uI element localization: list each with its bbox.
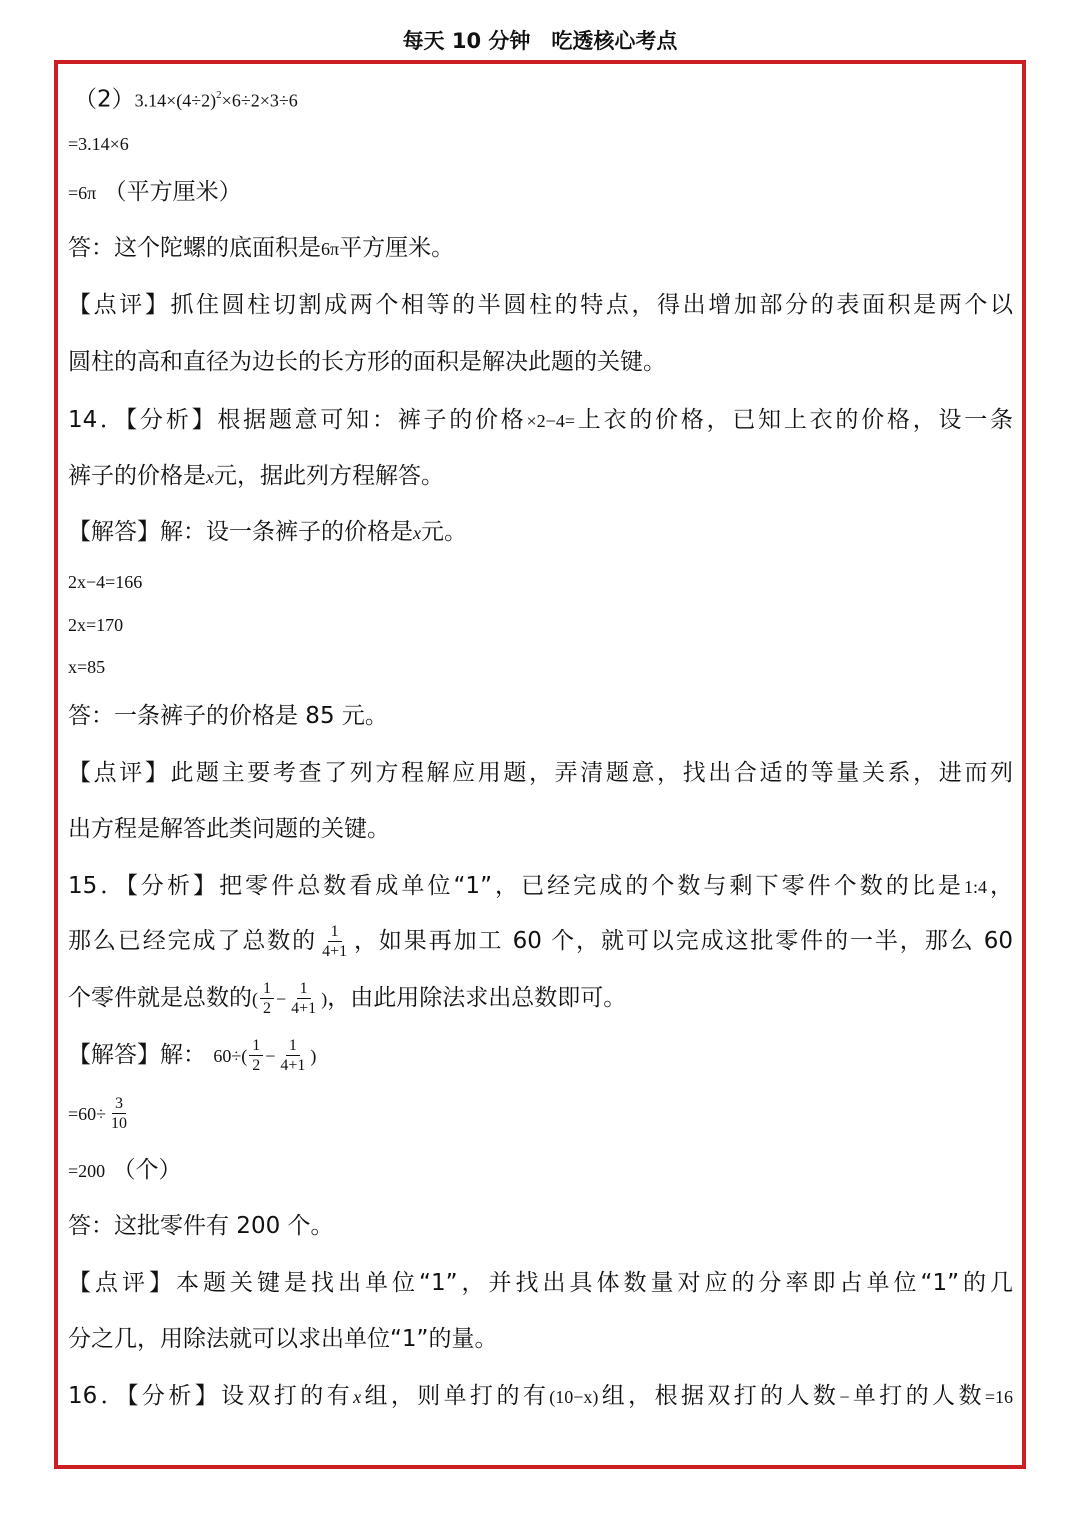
math-expr: ( — [252, 989, 258, 1009]
fraction — [249, 1036, 263, 1075]
text-line — [68, 1267, 1013, 1299]
text-line — [68, 1154, 181, 1187]
math-expr: 6π — [321, 239, 340, 259]
text-line — [68, 404, 1013, 437]
text-line — [68, 922, 1013, 961]
fraction — [319, 922, 350, 961]
fraction-numerator: 3 — [112, 1094, 126, 1114]
text-segment: 个零件就是总数的 — [68, 985, 252, 1011]
fraction-denominator: 2 — [252, 1057, 261, 1074]
math-expr: ×2−4= — [526, 411, 575, 431]
text-segment: 裤子的价格是 — [68, 463, 206, 489]
fraction-denominator: 4+1 — [280, 1057, 306, 1074]
text-line — [68, 650, 105, 683]
math-expr: 2x=170 — [68, 615, 124, 635]
text-segment: 14．【分析】根据题意可知：裤子的价格 — [68, 407, 527, 433]
math-expr: 2x−4=166 — [68, 572, 143, 592]
math-expr: 60÷( — [213, 1046, 248, 1066]
text-segment: 【解答】解： — [68, 1042, 206, 1068]
text-line — [68, 1323, 497, 1355]
math-expr: =200 — [68, 1161, 106, 1181]
fraction-denominator: 4+1 — [322, 943, 348, 960]
text-segment: 平方厘米。 — [339, 235, 455, 261]
fraction — [277, 1036, 308, 1075]
math-expr: =6π — [68, 183, 97, 203]
text-line — [68, 127, 129, 160]
fraction-numerator: 1 — [297, 979, 311, 999]
math-variable: x — [413, 523, 421, 543]
math-expr: 1:4 — [963, 877, 987, 897]
text-line — [68, 1210, 334, 1242]
math-expr: x=85 — [68, 657, 106, 677]
text-line — [68, 1094, 132, 1133]
math-expr: (10−x) — [549, 1387, 599, 1407]
text-line — [68, 608, 123, 641]
text-segment: 上衣的价格，已知上衣的价格，设一条 — [575, 407, 1013, 433]
question-number: （2） — [74, 86, 135, 113]
math-expr: ×6÷2×3÷6 — [221, 90, 298, 111]
text-line — [68, 700, 388, 732]
fraction-denominator: 10 — [111, 1115, 128, 1132]
fraction-numerator: 1 — [286, 1036, 300, 1056]
text-segment: ，由此用除法求出总数即可。 — [327, 985, 627, 1011]
text-segment: 元。 — [421, 519, 467, 545]
text-segment: 答：这批零件有 200 个。 — [68, 1213, 334, 1239]
text-segment: 【点评】此题主要考查了列方程解应用题，弄清题意，找出合适的等量关系，进而列 — [68, 760, 1013, 786]
text-segment: 元，据此列方程解答。 — [214, 463, 444, 489]
math-expr: − — [265, 1046, 276, 1066]
text-line — [68, 346, 666, 378]
text-segment: ，如果再加工 60 个，就可以完成这批零件的一半，那么 60 — [352, 928, 1014, 954]
text-line — [68, 979, 626, 1018]
text-segment: 出方程是解答此类问题的关键。 — [68, 816, 390, 842]
math-variable: x — [353, 1387, 362, 1407]
fraction-denominator: 4+1 — [291, 1000, 317, 1017]
text-segment: 【点评】抓住圆柱切割成两个相等的半圆柱的特点，得出增加部分的表面积是两个以 — [68, 292, 1013, 318]
page-header: 每天 10 分钟 吃透核心考点 — [402, 29, 678, 53]
text-line — [68, 176, 242, 209]
fraction-numerator: 1 — [260, 979, 274, 999]
text-line — [68, 813, 390, 845]
text-line — [74, 79, 298, 117]
fraction-numerator: 1 — [249, 1036, 263, 1056]
math-expr: 3.14×(4÷2) — [134, 90, 217, 111]
text-line — [68, 1036, 316, 1075]
text-line — [68, 565, 142, 598]
text-segment: 组，根据双打的人数 — [598, 1383, 840, 1409]
math-expr: =16 — [984, 1387, 1014, 1407]
math-expr: =60÷ — [68, 1104, 107, 1124]
text-segment: 单打的人数 — [849, 1383, 985, 1409]
text-segment: 组，则单打的有 — [361, 1383, 550, 1409]
fraction — [260, 979, 274, 1018]
math-variable: x — [206, 467, 214, 487]
text-segment: 那么已经完成了总数的 — [68, 928, 318, 954]
math-expr: − — [839, 1387, 850, 1407]
math-expr: ) — [321, 989, 328, 1009]
text-line — [68, 757, 1013, 789]
text-segment: 15．【分析】把零件总数看成单位“1”，已经完成的个数与剩下零件个数的比是 — [68, 873, 964, 899]
text-segment: 【解答】解：设一条裤子的价格是 — [68, 519, 413, 545]
fraction-numerator: 1 — [328, 922, 342, 942]
unit-text: （平方厘米） — [103, 179, 242, 205]
fraction — [108, 1094, 130, 1133]
text-line — [68, 1380, 1013, 1413]
math-expr: ) — [310, 1046, 317, 1066]
fraction-denominator: 2 — [263, 1000, 271, 1017]
math-exponent: 2 — [216, 89, 222, 101]
text-line — [68, 516, 467, 549]
math-expr: − — [276, 989, 287, 1009]
text-line — [68, 460, 444, 493]
text-segment: 16．【分析】设双打的有 — [68, 1383, 354, 1409]
text-segment: 【点评】本题关键是找出单位“1”，并找出具体数量对应的分率即占单位“1”的几 — [68, 1270, 1013, 1296]
text-segment: 答：一条裤子的价格是 85 元。 — [68, 703, 388, 729]
text-segment: 答：这个陀螺的底面积是 — [68, 235, 321, 261]
text-segment: 分之几，用除法就可以求出单位“1”的量。 — [68, 1326, 498, 1352]
text-line — [68, 232, 454, 265]
fraction — [288, 979, 319, 1018]
unit-text: （个） — [112, 1157, 182, 1183]
text-segment: ， — [986, 873, 1014, 899]
math-expr: =3.14×6 — [68, 134, 129, 154]
text-line — [68, 289, 1013, 321]
text-line — [68, 870, 1013, 903]
text-segment: 圆柱的高和直径为边长的长方形的面积是解决此题的关键。 — [68, 349, 666, 375]
